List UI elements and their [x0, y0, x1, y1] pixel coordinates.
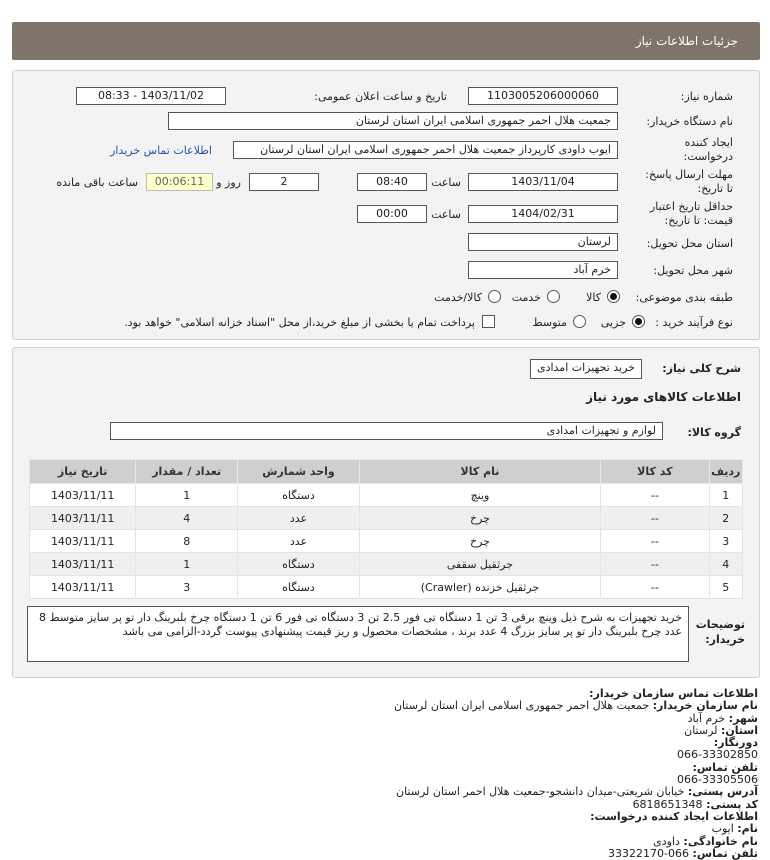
col-header-name: نام کالا	[359, 460, 600, 484]
col-header-qty: تعداد / مقدار	[136, 460, 238, 484]
process-radio-minor[interactable]	[632, 315, 645, 328]
need-details-panel	[12, 347, 760, 678]
goods-group-field: لوازم و تجهیزات امدادی	[110, 422, 663, 440]
deadline-time-label: ساعت	[431, 176, 461, 189]
cell-row: 3	[709, 530, 742, 553]
col-header-date: تاریخ نیاز	[30, 460, 136, 484]
cell-qty: 1	[136, 484, 238, 507]
deadline-label: مهلت ارسال پاسخ:	[645, 168, 733, 181]
cell-row: 5	[709, 576, 742, 599]
days-field: 2	[249, 173, 319, 191]
address-value: خیابان شریعتی-میدان دانشجو-جمعیت هلال احمر استان لرستان	[396, 785, 685, 799]
cell-row: 2	[709, 507, 742, 530]
creator-field: ایوب داودی کارپرداز جمعیت هلال احمر جمهوری اسلامی ایران استان لرستان	[233, 141, 618, 159]
category-radio-goods-service[interactable]	[488, 290, 501, 303]
cell-date: 1403/11/11	[30, 553, 136, 576]
first-name-line	[18, 823, 758, 835]
table-row	[30, 530, 743, 553]
cell-date: 1403/11/11	[30, 484, 136, 507]
cell-date: 1403/11/11	[30, 576, 136, 599]
buyer-contact-link[interactable]: اطلاعات تماس خریدار	[110, 144, 212, 157]
cell-unit: دستگاه	[238, 576, 360, 599]
creator-phone-label: تلفن تماس:	[692, 846, 758, 860]
cell-row: 1	[709, 484, 742, 507]
cell-unit: عدد	[238, 530, 360, 553]
validity-time-label: ساعت	[431, 208, 461, 221]
address-label: آدرس پستی:	[687, 785, 758, 799]
table-row	[30, 553, 743, 576]
page-title: جزئیات اطلاعات نیاز	[635, 34, 738, 48]
announce-label: تاریخ و ساعت اعلان عمومی:	[314, 90, 447, 103]
page-header	[12, 22, 760, 60]
fax-label: دورنگار:	[713, 736, 758, 750]
process-radio-medium[interactable]	[573, 315, 586, 328]
last-name-value: داودی	[653, 834, 680, 848]
postal-value: 6818651348	[632, 797, 703, 811]
treasury-checkbox[interactable]	[482, 315, 495, 328]
cell-qty: 3	[136, 576, 238, 599]
cell-row: 4	[709, 553, 742, 576]
treasury-note: پرداخت تمام یا بخشی از مبلغ خرید،از محل "اسناد خزانه اسلامی" خواهد بود.	[124, 316, 475, 329]
creator-label-2: درخواست:	[683, 150, 733, 163]
goods-info-title: اطلاعات کالاهای مورد نیاز	[586, 390, 741, 404]
days-label: روز و	[216, 176, 241, 189]
cell-qty: 4	[136, 507, 238, 530]
deadline-date-field: 1403/11/04	[468, 173, 618, 191]
category-radio-service[interactable]	[547, 290, 560, 303]
postal-label: کد پستی:	[706, 797, 758, 811]
cell-name: جرثقیل سقفی	[359, 553, 600, 576]
col-header-code: کد کالا	[601, 460, 709, 484]
org-name-value: جمعیت هلال احمر جمهوری اسلامی ایران استان لرستان	[393, 699, 650, 713]
category-option-service: خدمت	[511, 291, 541, 304]
creator-phone-value: 066-33322170	[608, 846, 690, 860]
phone-value: 066-33305506	[677, 773, 758, 787]
goods-table	[29, 459, 743, 599]
need-info-panel	[12, 70, 760, 340]
contact-city-label: شهر:	[728, 711, 758, 725]
city-field: خرم آباد	[468, 261, 618, 279]
table-row	[30, 507, 743, 530]
table-row	[30, 576, 743, 599]
buyer-name-label: نام دستگاه خریدار:	[646, 115, 733, 128]
validity-time-field: 00:00	[357, 205, 427, 223]
creator-label: ایجاد کننده	[684, 136, 733, 149]
buyer-notes-label: توضیحات	[695, 618, 745, 631]
cell-unit: عدد	[238, 507, 360, 530]
province-label: استان محل تحویل:	[646, 237, 733, 250]
contact-province-label: استان:	[721, 723, 758, 737]
remaining-time-field: 00:06:11	[146, 173, 213, 191]
category-option-goods-service: کالا/خدمت	[434, 291, 482, 304]
cell-qty: 1	[136, 553, 238, 576]
org-name-label: نام سازمان خریدار:	[652, 699, 758, 713]
col-header-unit: واحد شمارش	[238, 460, 360, 484]
goods-group-label: گروه کالا:	[687, 426, 741, 439]
cell-code: --	[601, 507, 709, 530]
province-line	[18, 725, 758, 737]
buyer-notes-field: خرید تجهیزات به شرح ذیل وینچ برقی 3 تن 1 دستگاه تی فور 2.5 تن 3 دستگاه تی فور 6 تن 1 دستگاه چرخ بلبرینگ دار تو پر سایز متوسط 8 عدد چرخ بلبرینگ دار تو پر سایز بزرگ 4 عدد برند ، مشخصات محصول و ریز قیمت پیشنهادی پیوست گردد-الزامی می باشد	[27, 606, 689, 662]
validity-date-field: 1404/02/31	[468, 205, 618, 223]
first-name-value: ایوب	[711, 822, 734, 836]
org-contact-title: اطلاعات تماس سازمان خریدار:	[589, 687, 758, 700]
validity-label-2: قیمت: تا تاریخ:	[664, 214, 733, 227]
contact-city-value: خرم آباد	[687, 711, 726, 725]
first-name-label: نام:	[737, 822, 758, 836]
summary-field: خرید تجهیزات امدادی	[530, 359, 642, 379]
cell-unit: دستگاه	[238, 484, 360, 507]
process-option-minor: جزیی	[600, 316, 626, 329]
cell-code: --	[601, 484, 709, 507]
phone-label: تلفن تماس:	[692, 760, 758, 774]
cell-unit: دستگاه	[238, 553, 360, 576]
contact-section	[18, 688, 758, 860]
table-row	[30, 484, 743, 507]
deadline-label-2: تا تاریخ:	[697, 182, 733, 195]
city-line	[18, 713, 758, 725]
buyer-notes-label-2: خریدار:	[705, 633, 745, 646]
cell-name: جرثقیل خزنده (Crawler)	[359, 576, 600, 599]
cell-date: 1403/11/11	[30, 507, 136, 530]
cell-code: --	[601, 553, 709, 576]
cell-name: چرخ	[359, 530, 600, 553]
org-name-line	[18, 700, 758, 712]
category-radio-goods[interactable]	[607, 290, 620, 303]
last-name-label: نام خانوادگی:	[683, 834, 758, 848]
process-option-medium: متوسط	[532, 316, 567, 329]
remaining-label: ساعت باقی مانده	[56, 176, 138, 189]
cell-code: --	[601, 530, 709, 553]
col-header-row: ردیف	[709, 460, 742, 484]
creator-phone-line	[18, 848, 758, 860]
need-number-label: شماره نیاز:	[680, 90, 733, 103]
fax-value: 066-33302850	[677, 748, 758, 762]
cell-qty: 8	[136, 530, 238, 553]
cell-code: --	[601, 576, 709, 599]
buyer-name-field: جمعیت هلال احمر جمهوری اسلامی ایران استان لرستان	[168, 112, 618, 130]
cell-date: 1403/11/11	[30, 530, 136, 553]
city-label: شهر محل تحویل:	[653, 264, 733, 277]
cell-name: چرخ	[359, 507, 600, 530]
validity-label: حداقل تاریخ اعتبار	[649, 200, 733, 213]
summary-label: شرح کلی نیاز:	[662, 362, 741, 375]
announce-field: 1403/11/02 - 08:33	[76, 87, 226, 105]
goods-table-header	[30, 460, 743, 484]
category-option-goods: کالا	[586, 291, 601, 304]
province-field: لرستان	[468, 233, 618, 251]
contact-province-value: لرستان	[684, 723, 718, 737]
cell-name: وینچ	[359, 484, 600, 507]
creator-contact-title: اطلاعات ایجاد کننده درخواست:	[590, 809, 758, 823]
need-number-field: 1103005206000060	[468, 87, 618, 105]
process-label: نوع فرآیند خرید :	[655, 316, 733, 329]
deadline-time-field: 08:40	[357, 173, 427, 191]
category-label: طبقه بندی موضوعی:	[635, 291, 733, 304]
